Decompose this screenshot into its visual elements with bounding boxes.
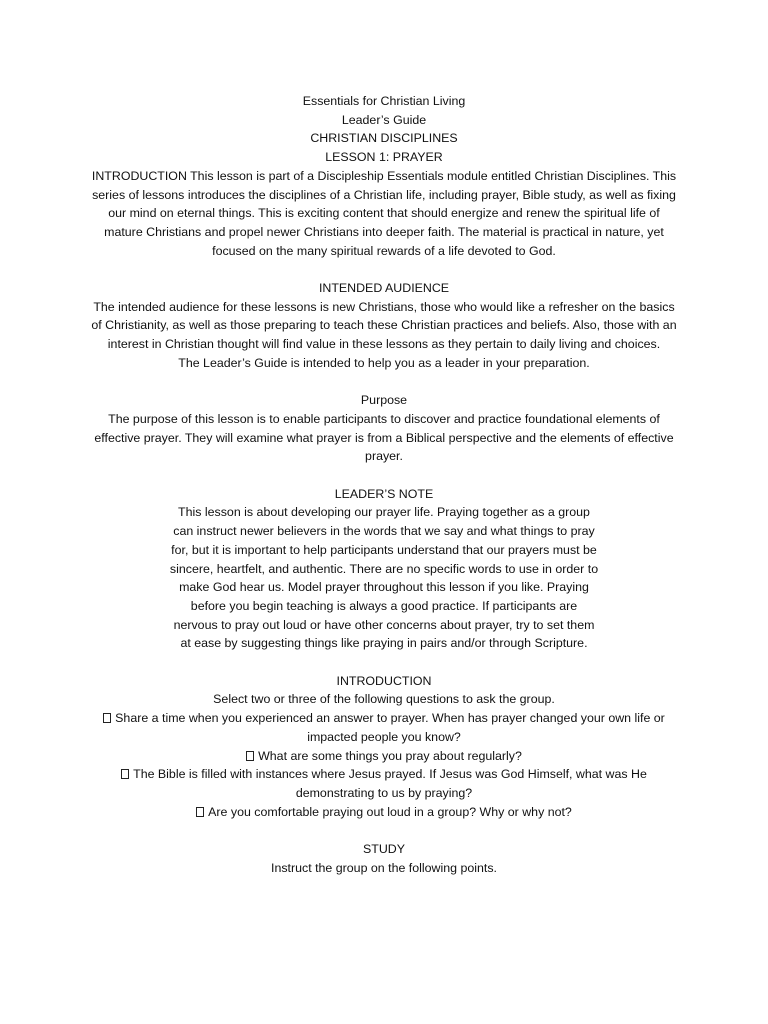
checkbox-glyph-icon: [103, 713, 111, 723]
document-subtitle: Leader’s Guide: [341, 112, 427, 127]
document-title: Essentials for Christian Living: [302, 94, 466, 108]
checkbox-glyph-icon: [196, 807, 204, 817]
study-heading: STUDY: [363, 842, 405, 857]
list-item-text: Share a time when you experienced an answer to prayer. When has prayer changed your own life or impacted people you know?: [115, 711, 665, 744]
lesson-title: LESSON 1: PRAYER: [325, 150, 443, 165]
intro-questions-heading: INTRODUCTION: [336, 673, 432, 688]
module-title: CHRISTIAN DISCIPLINES: [310, 131, 458, 146]
purpose-paragraph: The purpose of this lesson is to enable participants to discover and practice foundational elements of effective prayer. They will examine what prayer is from a Biblical perspective and the elements of effective prayer.: [94, 411, 674, 464]
checkbox-glyph-icon: [246, 751, 254, 761]
introduction-paragraph: INTRODUCTION This lesson is part of a Discipleship Essentials module entitled Christian Disciplines. This series of lessons introduces the disciplines of a Christian life, including prayer, Bible study, as well as fixing our mind on eternal things. This is exciting content that should energize and renew the spiritual life of mature Christians and propel newer Christians into deeper faith. The material is practical in nature, yet focused on the many spiritual rewards of a life devoted to God.: [91, 168, 677, 258]
list-item-text: Are you comfortable praying out loud in a group? Why or why not?: [208, 804, 572, 819]
spacer: [88, 260, 680, 279]
list-item: [88, 765, 680, 802]
leaders-note-heading: LEADER’S NOTE: [334, 486, 434, 501]
audience-heading: INTENDED AUDIENCE: [318, 281, 450, 296]
spacer: [88, 653, 680, 672]
list-item-text: The Bible is filled with instances where Jesus prayed. If Jesus was God Himself, what was He demonstrating to us by praying?: [133, 767, 647, 800]
checkbox-glyph-icon: [121, 769, 129, 779]
intro-questions-lead: Select two or three of the following questions to ask the group.: [213, 692, 555, 707]
spacer: [88, 821, 680, 840]
list-item: [88, 803, 680, 822]
list-item: [88, 747, 680, 766]
spacer: [88, 373, 680, 392]
purpose-heading: Purpose: [360, 393, 408, 408]
leaders-note-paragraph: This lesson is about developing our prayer life. Praying together as a group can instruct newer believers in the words that we say and what things to pray for, but it is important to help participants understand that our prayers must be sincere, heartfelt, and authentic. There are no specific words to use in order to make God hear us. Model prayer throughout this lesson if you like. Praying before you begin teaching is always a good practice. If participants are nervous to pray out loud or have other concerns about prayer, try to set them at ease by suggesting things like praying in pairs and/or through Scripture.: [169, 505, 599, 651]
audience-paragraph: The intended audience for these lessons is new Christians, those who would like a refresher on the basics of Christianity, as well as those preparing to teach these Christian practices and beliefs. Also, those with an interest in Christian thought will find value in these lessons as they pertain to daily living and choices.: [91, 299, 677, 352]
study-lead: Instruct the group on the following points.: [271, 860, 497, 875]
list-item: [88, 709, 680, 746]
audience-note: The Leader’s Guide is intended to help you as a leader in your preparation.: [178, 355, 590, 370]
list-item-text: What are some things you pray about regularly?: [258, 748, 522, 763]
document-page: [88, 92, 680, 877]
spacer: [88, 466, 680, 485]
